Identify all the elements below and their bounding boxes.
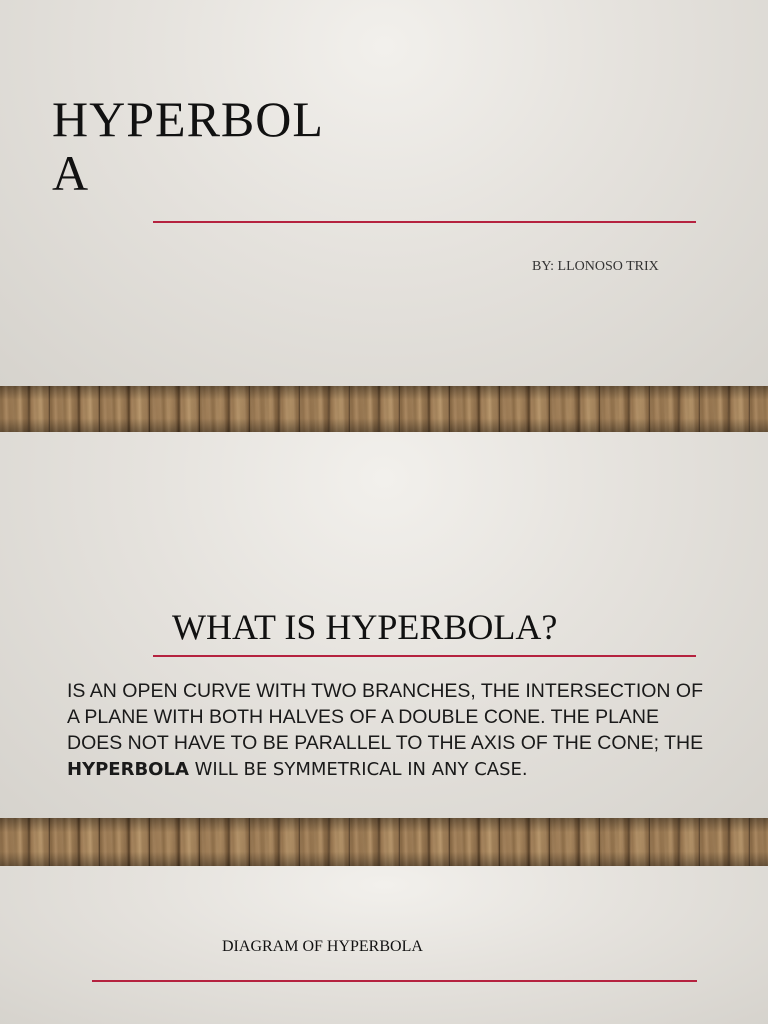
title-underline — [153, 655, 696, 657]
title-underline — [153, 221, 696, 223]
slide-title: HYPERBOLA — [52, 91, 324, 201]
slide-title: WHAT IS HYPERBOLA? — [172, 607, 558, 647]
title-slide — [0, 0, 768, 386]
wood-divider — [0, 818, 768, 866]
definition-slide — [0, 432, 768, 818]
definition-text-tail: WILL BE SYMMETRICAL IN ANY CASE. — [188, 759, 528, 780]
definition-text-main: IS AN OPEN CURVE WITH TWO BRANCHES, THE INTERSECTION OF A PLANE WITH BOTH HALVES OF A DOUBLE CONE. THE PLANE DOES NOT HAVE TO BE PARALLEL TO THE AXIS OF THE CONE; THE — [67, 680, 704, 754]
wood-divider — [0, 386, 768, 432]
slide-title: DIAGRAM OF HYPERBOLA — [222, 938, 423, 955]
title-underline — [92, 980, 697, 982]
author-byline: BY: LLONOSO TRIX — [532, 259, 659, 274]
definition-text-bold: HYPERBOLA — [67, 759, 189, 780]
definition-text — [67, 678, 717, 783]
diagram-slide — [0, 866, 768, 1024]
